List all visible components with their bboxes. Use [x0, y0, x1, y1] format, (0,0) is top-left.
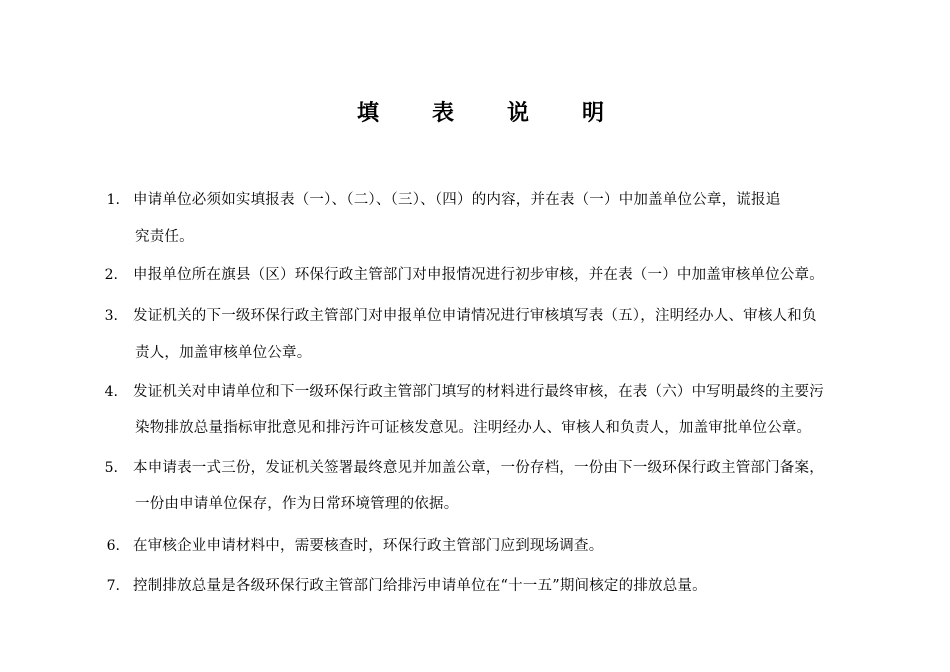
item-text-line: 申请单位必须如实填报表（一）、（二）、（三）、（四）的内容，并在表（一）中加盖单位公章，谎报追: [133, 192, 781, 208]
item-number: 7.: [106, 578, 120, 594]
item-number: 3.: [104, 308, 118, 324]
item-number: 4.: [104, 384, 118, 400]
item-text-line: 在审核企业申请材料中，需要核查时，环保行政主管部门应到现场调查。: [133, 538, 604, 554]
item-text-line: 一份由申请单位保存，作为日常环境管理的依据。: [135, 496, 459, 512]
item-number: 1.: [106, 192, 120, 208]
item-text-line: 控制排放总量是各级环保行政主管部门给排污申请单位在“十一五”期间核定的排放总量。: [133, 578, 707, 594]
title-char: 说: [506, 100, 529, 126]
item-text-line: 发证机关的下一级环保行政主管部门对申报单位申请情况进行审核填写表（五），注明经办人、审核人和负: [133, 308, 817, 324]
title-char: 明: [581, 100, 604, 126]
item-text-line: 本申请表一式三份，发证机关签署最终意见并加盖公章，一份存档，一份由下一级环保行政主管部门备案，: [133, 460, 824, 476]
title-char: 表: [431, 100, 454, 126]
item-text-line: 染物排放总量指标审批意见和排污许可证核发意见。注明经办人、审核人和负责人，加盖审批单位公章。: [135, 420, 812, 436]
item-text-line: 发证机关对申请单位和下一级环保行政主管部门填写的材料进行最终审核，在表（六）中写明最终的主要污: [133, 384, 824, 400]
item-number: 2.: [104, 267, 118, 283]
item-text-line: 申报单位所在旗县（区）环保行政主管部门对申报情况进行初步审核，并在表（一）中加盖审核单位公章。: [133, 267, 824, 283]
title-char: 填: [356, 100, 379, 126]
page-title: [0, 96, 950, 130]
item-text-line: 究责任。: [135, 229, 194, 245]
item-number: 6.: [106, 538, 120, 554]
item-number: 5.: [104, 460, 118, 476]
item-text-line: 责人，加盖审核单位公章。: [135, 345, 312, 361]
